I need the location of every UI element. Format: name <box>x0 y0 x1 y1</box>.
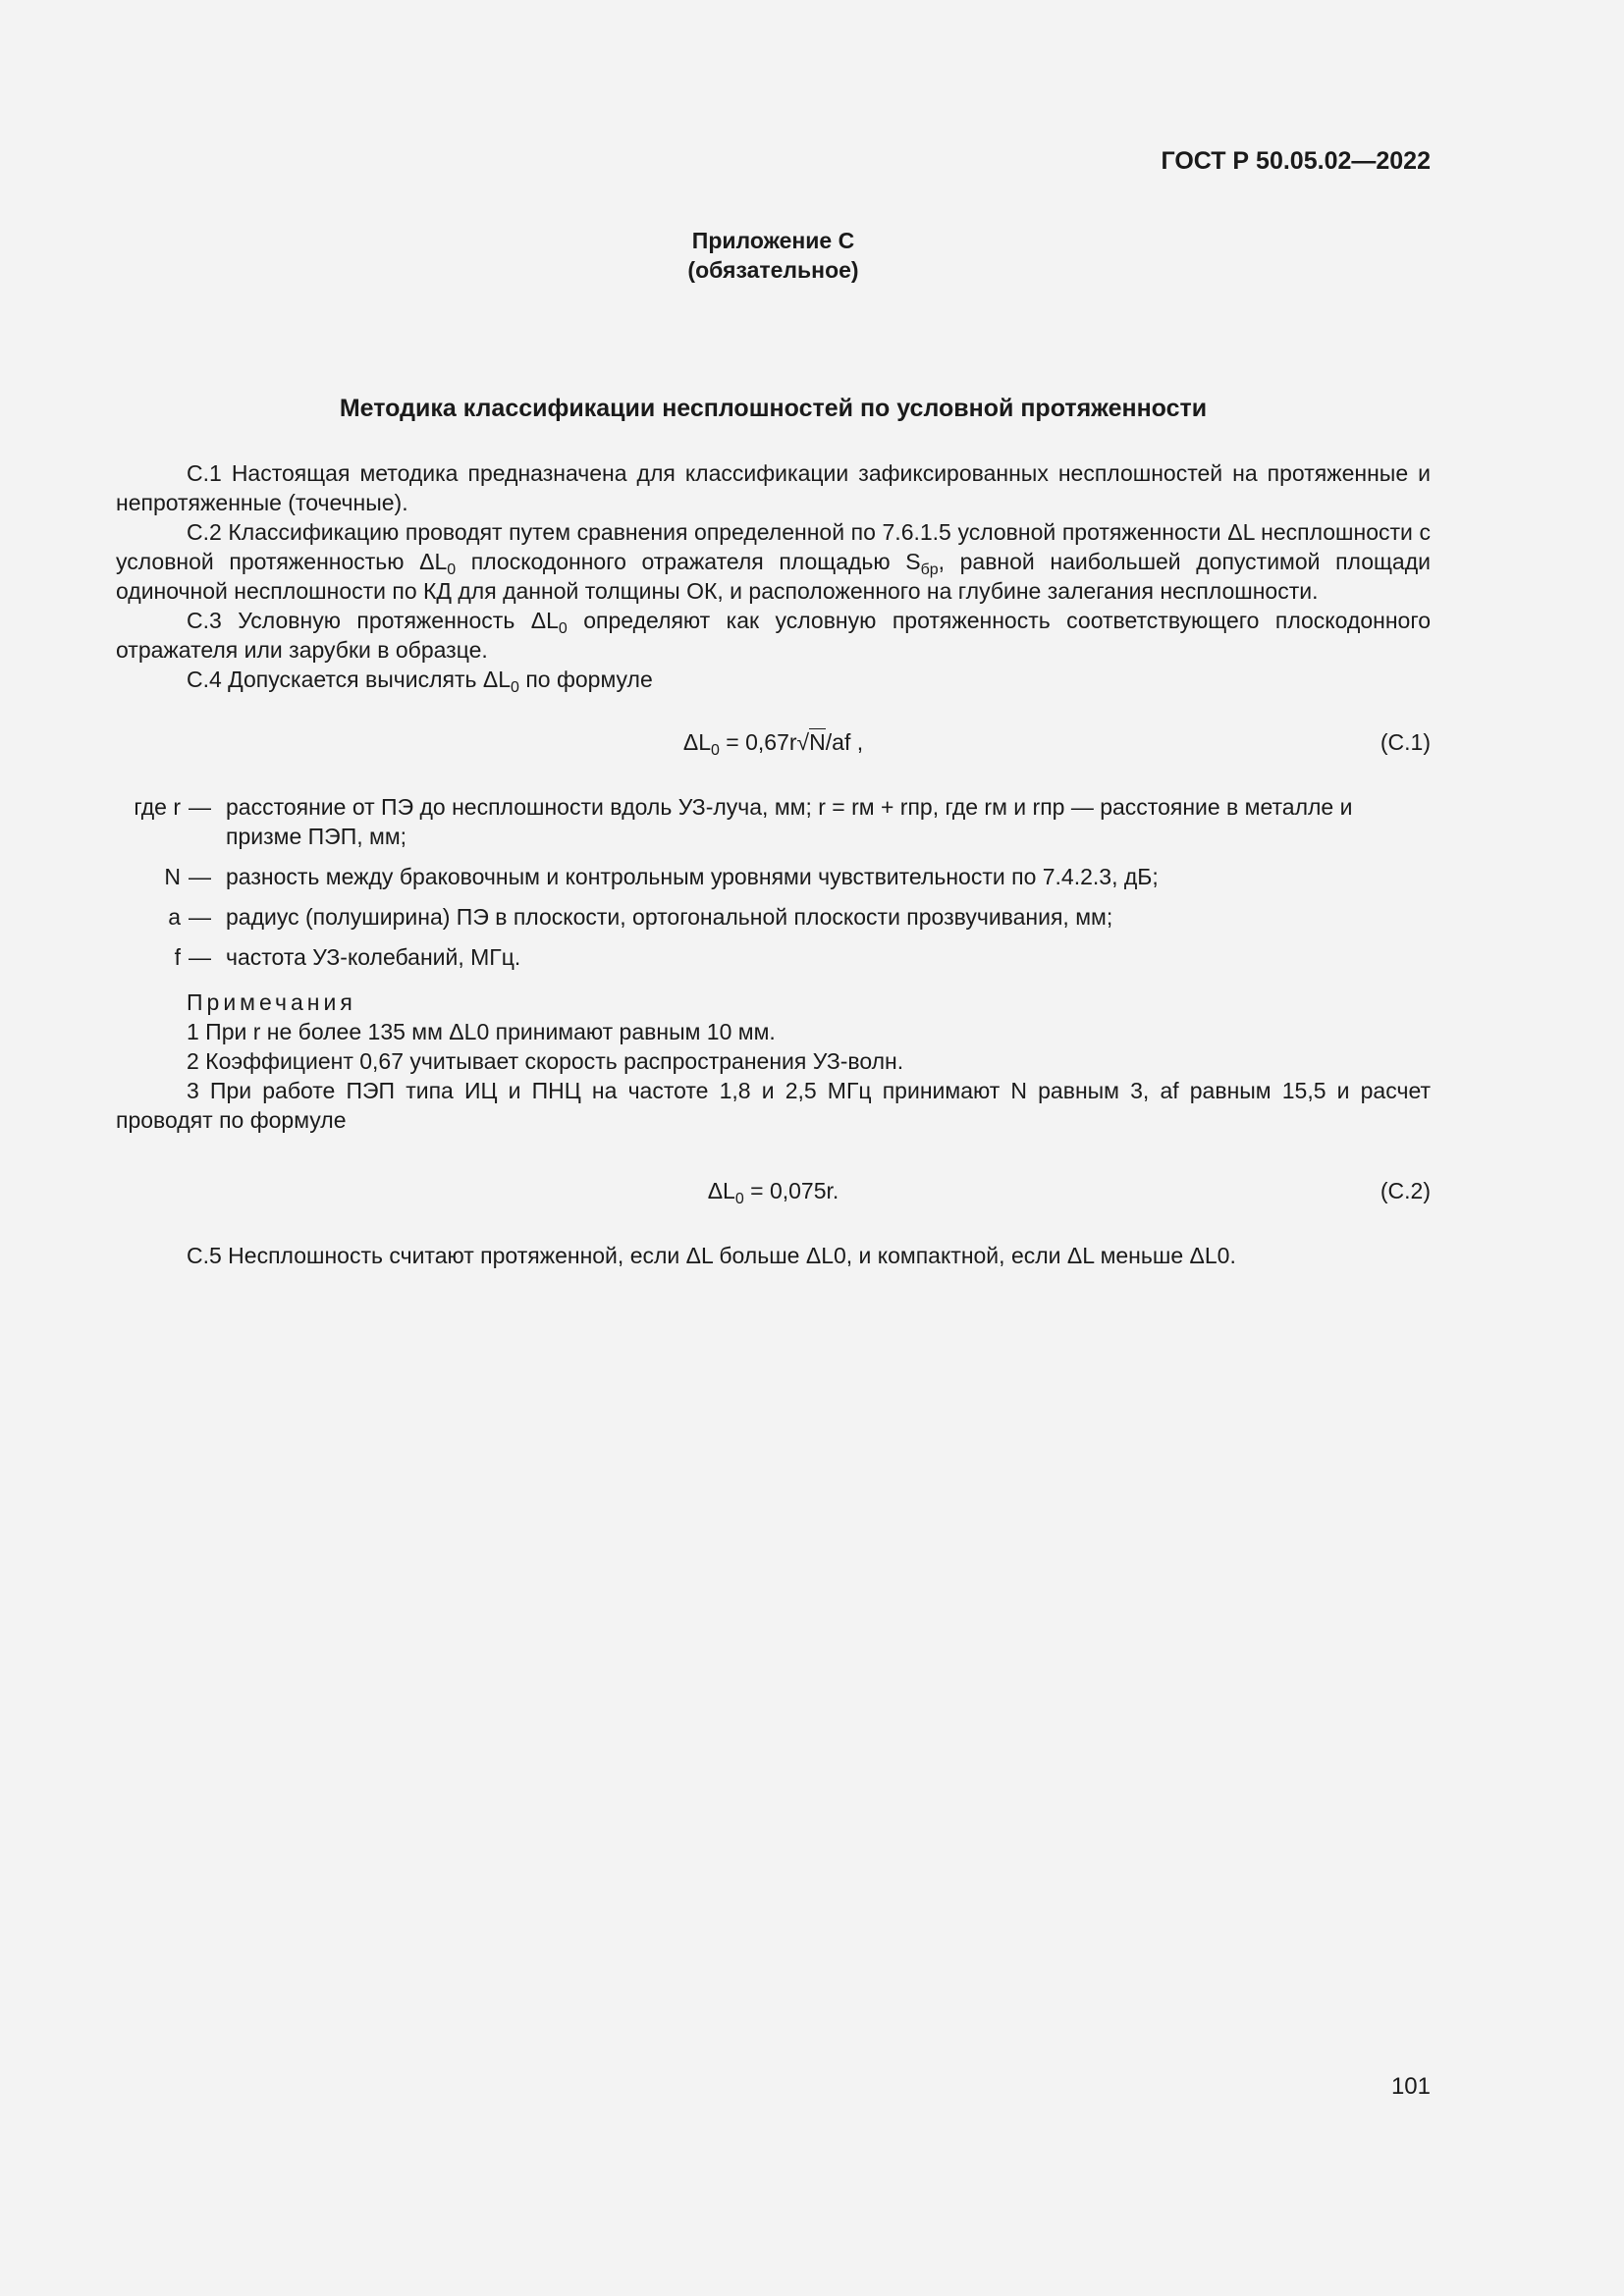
definitions-list <box>116 792 1431 972</box>
appendix-status: (обязательное) <box>687 257 859 283</box>
formula-c1 <box>116 720 1431 765</box>
page-number: 101 <box>1390 2073 1431 2100</box>
definition-f: f — частота УЗ-колебаний, МГц. <box>174 944 521 970</box>
notes-block <box>116 988 1431 1135</box>
paragraph-c4: С.4 Допускается вычислять $\Delta L_0$ по формуле <box>187 667 653 696</box>
formula-c2-expression: $\Delta L_0 = 0,075r$. <box>707 1178 839 1207</box>
document-body <box>116 458 1431 1270</box>
notes-heading: Примечания <box>187 989 356 1015</box>
appendix-label: Приложение С <box>691 228 855 253</box>
document-header: ГОСТ Р 50.05.02—2022 <box>1161 147 1431 175</box>
definition-r: где r — расстояние от ПЭ до несплошности вдоль УЗ-луча, мм; r = rм + rпр, где rм и rпр — расстояние в металле и призме ПЭП, мм; <box>134 794 1353 849</box>
note-2: 2 Коэффициент 0,67 учитывает скорость распространения УЗ-волн. <box>187 1048 904 1074</box>
definition-n: N — разность между браковочным и контрольным уровнями чувствительности по 7.4.2.3, дБ; <box>164 864 1159 889</box>
formula-c1-number: (С.1) <box>1380 729 1431 755</box>
formula-c2-number: (С.2) <box>1380 1178 1431 1203</box>
formula-c1-expression: $\Delta L_0 = 0,67r√N/af$ , <box>682 729 864 759</box>
section-title: Методика классификации несплошностей по условной протяженности <box>339 395 1208 422</box>
note-3: 3 При работе ПЭП типа ИЦ и ПНЦ на частоте 1,8 и 2,5 МГц принимают N равным 3, af равным 15,5 и расчет проводят по формуле <box>116 1078 1431 1133</box>
formula-c2 <box>116 1168 1431 1213</box>
paragraph-c2: С.2 Классификацию проводят путем сравнения определенной по 7.6.1.5 условной протяженности ΔL несплошности с условной протяженностью $\Delta L_0$ плоскодонного отражателя площадью $S_{бр}$, равной наибольшей допустимой площади одиночной несплошности по КД для данной толщины ОК, и расположенного на глубине залегания несплошности. <box>116 519 1431 604</box>
paragraph-c1: С.1 Настоящая методика предназначена для классификации зафиксированных несплошностей на протяженные и непротяженные (точечные). <box>116 460 1431 515</box>
paragraph-c3: С.3 Условную протяженность $\Delta L_0$ определяют как условную протяженность соответствующего плоскодонного отражателя или зарубки в образце. <box>116 608 1431 663</box>
note-1: 1 При r не более 135 мм ΔL0 принимают равным 10 мм. <box>187 1019 776 1044</box>
paragraph-c5: С.5 Несплошность считают протяженной, если ΔL больше ΔL0, и компактной, если ΔL меньше ΔL0. <box>187 1243 1236 1268</box>
appendix-heading <box>0 226 1546 285</box>
definition-a: a — радиус (полуширина) ПЭ в плоскости, ортогональной плоскости прозвучивания, мм; <box>168 904 1113 930</box>
